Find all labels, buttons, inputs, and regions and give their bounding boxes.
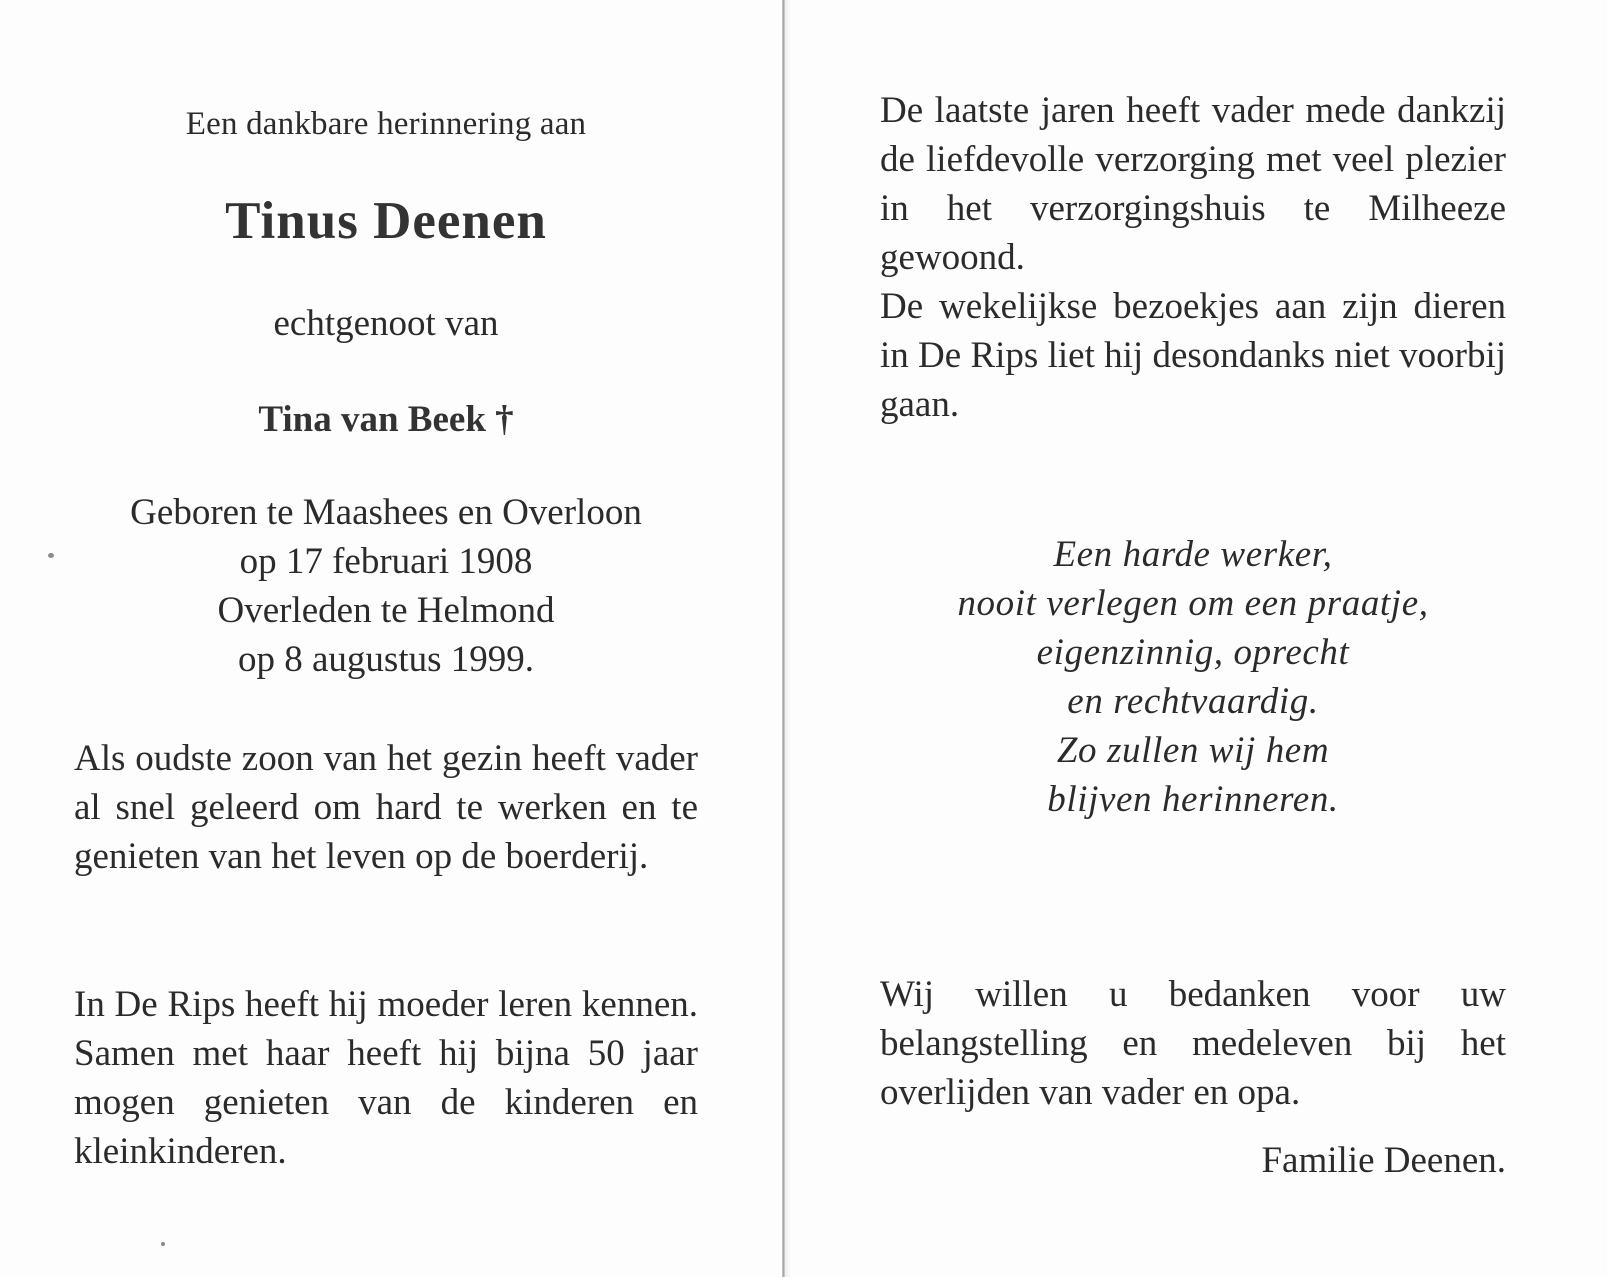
paper-speck (48, 553, 54, 558)
poem-line: blijven herinneren. (1047, 779, 1339, 820)
poem-line: Een harde werker, (1053, 534, 1333, 575)
poem-line: Zo zullen wij hem (1056, 730, 1330, 771)
life-dates (74, 488, 698, 684)
right-panel (880, 0, 1506, 1277)
spouse-of-label: echtgenoot van (273, 303, 499, 344)
paragraph-later-years (880, 86, 1506, 429)
birth-place: Geboren te Maashees en Overloon (130, 492, 642, 533)
family-signature: Familie Deenen. (1261, 1140, 1506, 1181)
left-panel (74, 0, 698, 1277)
paragraph-childhood: Als oudste zoon van het gezin heeft vader al snel geleerd om hard te werken en te genieten van het leven op de boerderij. (74, 738, 698, 877)
paragraph-later-years-text: De laatste jaren heeft vader mede dankzij de liefdevolle verzorging met veel plezier in het verzorgingshuis te Milheeze gewoond. (880, 90, 1506, 278)
poem (880, 530, 1506, 824)
birth-date: op 17 februari 1908 (239, 541, 533, 582)
paragraph-marriage: In De Rips heeft hij moeder leren kennen. Samen met haar heeft hij bijna 50 jaar mogen genieten van de kinderen en kleinkinderen. (74, 984, 698, 1172)
poem-line: en rechtvaardig. (1067, 681, 1319, 722)
death-place: Overleden te Helmond (217, 590, 555, 631)
deceased-name: Tinus Deenen (225, 192, 547, 250)
paragraph-thanks: Wij willen u bedanken voor uw belangstelling en medeleven bij het overlijden van vader en opa. (880, 974, 1506, 1113)
poem-line: nooit verlegen om een praatje, (957, 583, 1429, 624)
death-date: op 8 augustus 1999. (238, 639, 534, 680)
paragraph-visits-text: De wekelijkse bezoekjes aan zijn dieren in De Rips liet hij desondanks niet voorbij gaan. (880, 286, 1506, 425)
fold-shadow (785, 0, 791, 1277)
spouse-name: Tina van Beek † (258, 399, 514, 440)
poem-line: eigenzinnig, oprecht (1036, 632, 1350, 673)
intro-line: Een dankbare herinnering aan (185, 106, 587, 142)
